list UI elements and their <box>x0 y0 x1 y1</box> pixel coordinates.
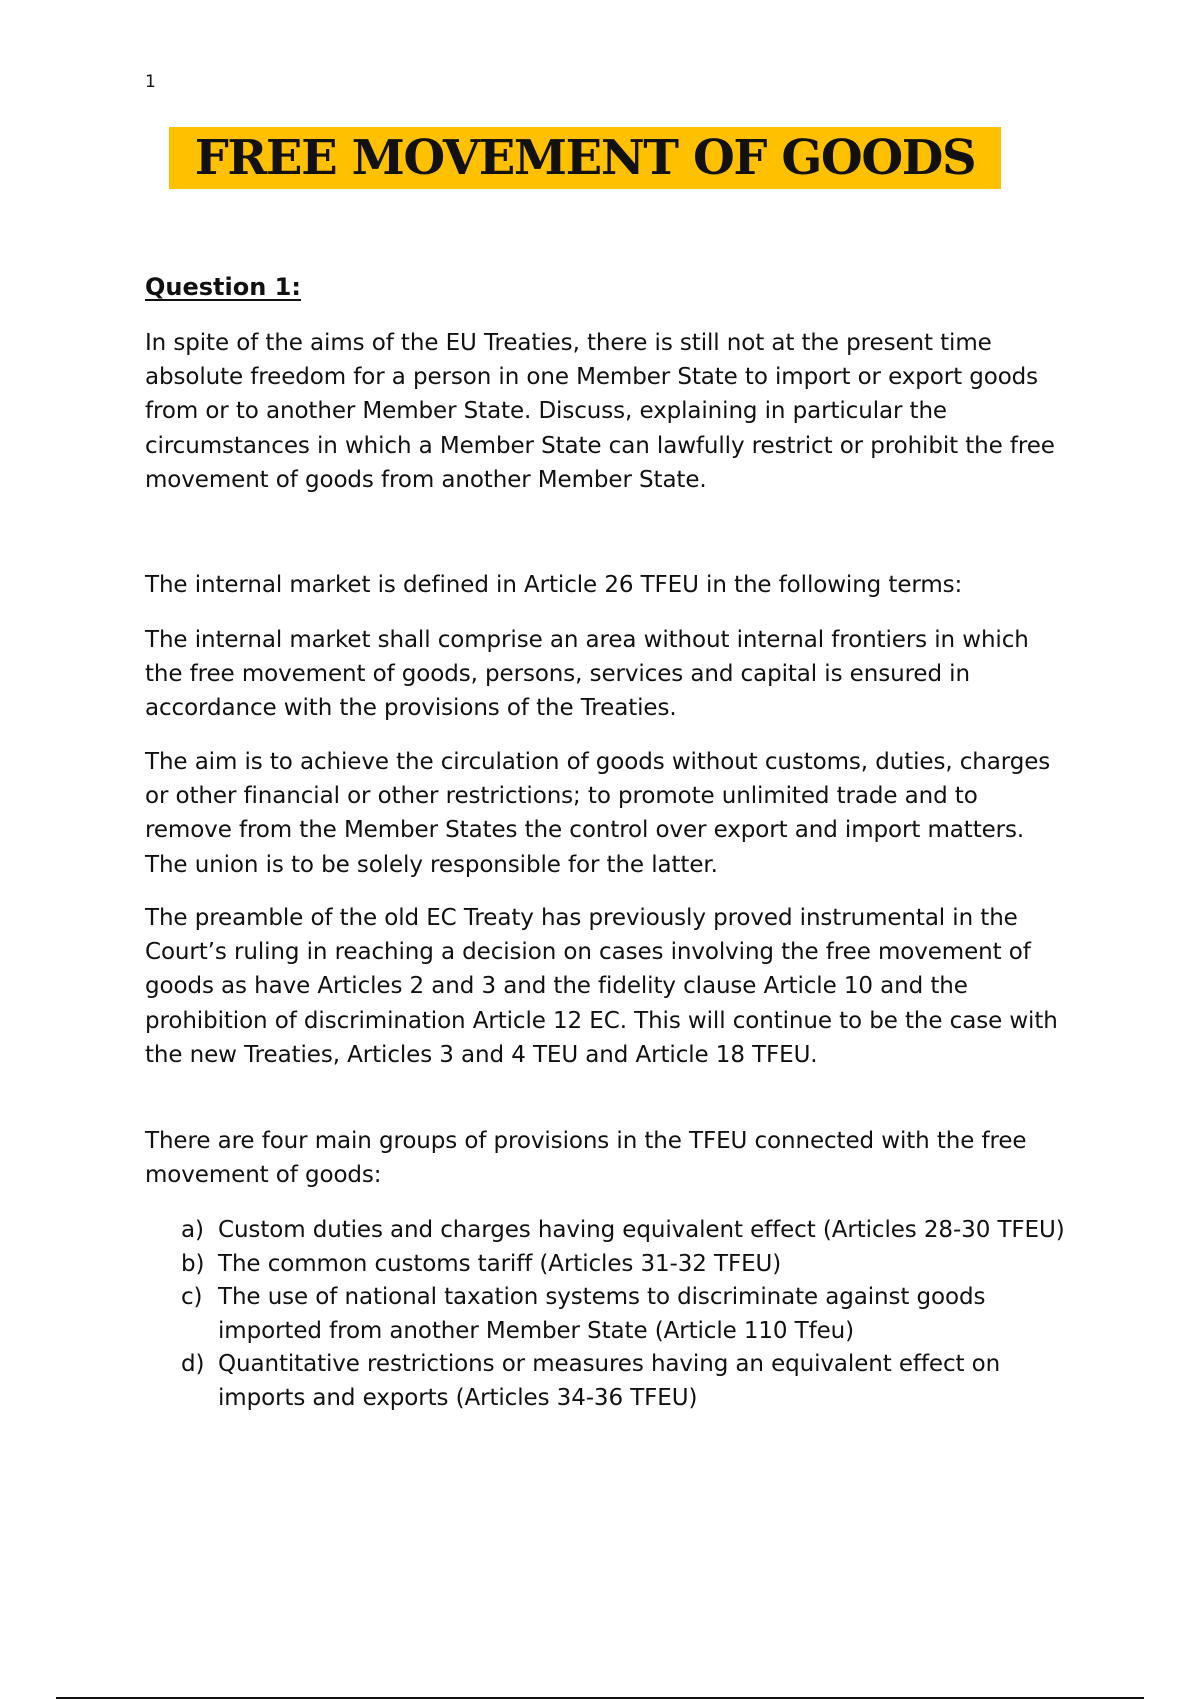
list-item-text: Quantitative restrictions or measures having an equivalent effect on imports and exports (Articles 34-36 TFEU) <box>218 1351 1001 1411</box>
question-heading: Question 1: <box>145 273 301 301</box>
list-item-text: The use of national taxation systems to discriminate against goods imported from another Member State (Article 110 Tfeu) <box>218 1284 986 1344</box>
list-item <box>145 1248 1065 1282</box>
list-item <box>145 1214 1065 1248</box>
provisions-list <box>145 1214 1065 1415</box>
list-marker: a) <box>181 1217 204 1243</box>
list-marker: c) <box>181 1284 203 1310</box>
page-number: 1 <box>145 72 156 92</box>
title-highlight <box>169 127 1001 189</box>
question-text: In spite of the aims of the EU Treaties, there is still not at the present time absolute freedom for a person in one Member State to import or export goods from or to another Member State. Discuss, explaining in particular the circumstances in which a Member State can lawfully restrict or prohibit the free movement of goods from another Member State. <box>145 330 1055 493</box>
list-item-text: The common customs tariff (Articles 31-32 TFEU) <box>218 1250 782 1277</box>
list-marker: b) <box>181 1250 205 1277</box>
paragraph-provisions-intro: There are four main groups of provisions in the TFEU connected with the free movement of goods: <box>145 1128 1027 1189</box>
document-title: FREE MOVEMENT OF GOODS <box>194 130 976 186</box>
list-item-text: Custom duties and charges having equivalent effect (Articles 28-30 TFEU) <box>218 1217 1065 1243</box>
list-item <box>145 1348 1065 1415</box>
paragraph-article-26: The internal market is defined in Article 26 TFEU in the following terms: <box>145 572 963 598</box>
list-marker: d) <box>181 1351 205 1377</box>
paragraph-aim: The aim is to achieve the circulation of goods without customs, duties, charges or other financial or other restrictions; to promote unlimited trade and to remove from the Member States the control over export and import matters. The union is to be solely responsible for the latter. <box>145 749 1051 878</box>
paragraph-internal-market-definition: The internal market shall comprise an area without internal frontiers in which the free movement of goods, persons, services and capital is ensured in accordance with the provisions of the Treaties. <box>145 627 1029 722</box>
list-item <box>145 1281 1065 1348</box>
paragraph-preamble: The preamble of the old EC Treaty has previously proved instrumental in the Court’s ruling in reaching a decision on cases involving the free movement of goods as have Articles 2 and 3 and the fidelity clause Article 10 and the prohibition of discrimination Article 12 EC. This will continue to be the case with the new Treaties, Articles 3 and 4 TEU and Article 18 TFEU. <box>145 905 1058 1068</box>
footer-rule <box>56 1697 1144 1699</box>
